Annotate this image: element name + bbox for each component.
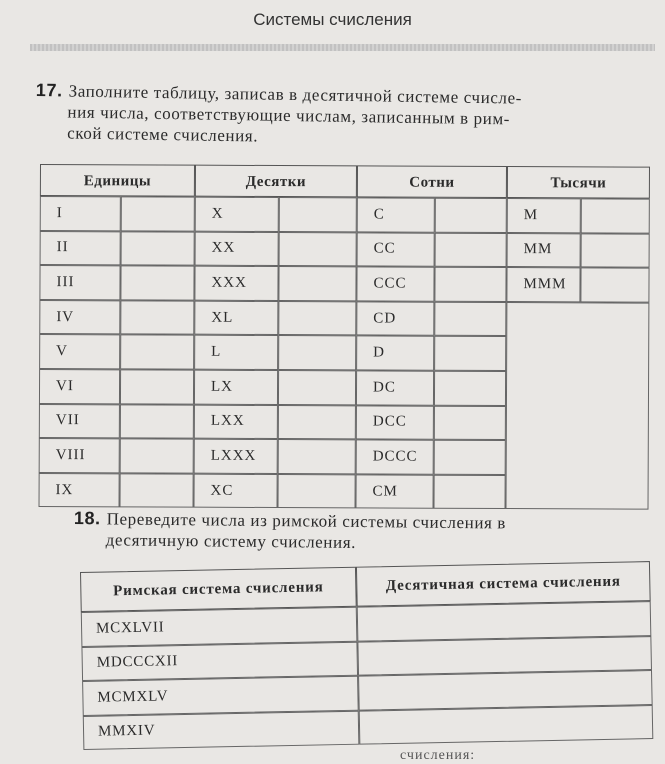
answer-cell[interactable] <box>120 335 194 370</box>
roman-numeral-cell: X <box>195 197 279 232</box>
decimal-answer-cell[interactable] <box>359 705 654 745</box>
roman-numeral-cell: IV <box>39 300 120 335</box>
answer-cell[interactable] <box>581 198 650 233</box>
roman-numeral-cell: I <box>40 196 121 231</box>
answer-cell[interactable] <box>279 197 357 232</box>
roman-numeral-cell: DC <box>356 370 434 405</box>
answer-cell[interactable] <box>278 405 356 440</box>
roman-numeral-cell: DCC <box>356 405 434 440</box>
answer-cell[interactable] <box>279 232 357 267</box>
column-header: Сотни <box>357 165 507 198</box>
roman-numeral-cell: VIII <box>39 438 120 473</box>
roman-numeral-cell: D <box>356 336 434 371</box>
roman-numeral-cell: C <box>357 197 435 232</box>
answer-cell[interactable] <box>120 473 194 508</box>
roman-numeral-cell: XXX <box>194 266 278 301</box>
answer-cell[interactable] <box>121 196 195 231</box>
answer-cell[interactable] <box>278 266 356 301</box>
answer-cell[interactable] <box>278 370 356 405</box>
answer-cell[interactable] <box>580 268 649 303</box>
roman-numeral-cell: XX <box>195 231 279 266</box>
cut-off-text: счисления: <box>400 748 476 763</box>
roman-numeral-cell: DCCC <box>356 440 434 475</box>
page-title: Системы счисления <box>253 10 412 29</box>
column-header: Единицы <box>40 164 195 197</box>
table-header: Римская система счисления <box>80 567 357 612</box>
answer-cell[interactable] <box>121 231 195 266</box>
roman-numeral-cell: III <box>39 265 120 300</box>
conversion-table <box>80 561 653 750</box>
task-17 <box>35 80 656 153</box>
roman-number-cell: MMXIV <box>83 710 360 750</box>
column-2 <box>193 165 356 510</box>
roman-numeral-cell: II <box>40 231 121 266</box>
answer-cell[interactable] <box>434 405 506 440</box>
task-number: 18. <box>73 508 101 529</box>
answer-cell[interactable] <box>120 439 194 474</box>
column-3 <box>355 165 506 510</box>
header-divider <box>30 44 655 51</box>
column-1 <box>38 164 194 509</box>
roman-numeral-cell: LXX <box>194 404 278 439</box>
answer-cell[interactable] <box>434 302 506 337</box>
answer-cell[interactable] <box>120 369 194 404</box>
roman-numeral-cell: LX <box>194 370 278 405</box>
roman-numeral-cell: MMM <box>506 267 580 302</box>
task-number: 17. <box>35 80 63 101</box>
table-header: Десятичная система счисления <box>356 561 651 607</box>
task-text-line: ния числа, соответствующие числам, записанным в рим- <box>67 102 511 129</box>
column-header: Тысячи <box>507 166 650 199</box>
task-text-line: ской системе счисления. <box>67 123 259 146</box>
empty-area <box>505 302 649 510</box>
roman-numeral-cell: M <box>507 198 581 233</box>
column-4 <box>505 166 649 511</box>
roman-numeral-cell: XL <box>194 300 278 335</box>
answer-cell[interactable] <box>434 336 506 371</box>
answer-cell[interactable] <box>434 440 506 475</box>
answer-cell[interactable] <box>278 439 356 474</box>
roman-number-cell: MCMXLV <box>82 676 359 716</box>
answer-cell[interactable] <box>434 371 506 406</box>
answer-cell[interactable] <box>120 300 194 335</box>
answer-cell[interactable] <box>120 404 194 439</box>
roman-numeral-cell: XC <box>194 473 278 508</box>
roman-numeral-cell: LXXX <box>194 439 278 474</box>
task-text-line: Заполните таблицу, записав в десятичной системе счисле- <box>68 81 523 108</box>
roman-numeral-cell: CM <box>355 474 433 509</box>
roman-numeral-cell: CCC <box>356 267 434 302</box>
roman-numeral-cell: CD <box>356 301 434 336</box>
roman-numerals-table <box>38 164 649 511</box>
answer-cell[interactable] <box>435 198 507 233</box>
answer-cell[interactable] <box>278 335 356 370</box>
roman-numeral-cell: L <box>194 335 278 370</box>
roman-numeral-cell: CC <box>357 232 435 267</box>
roman-numeral-cell: MM <box>507 233 581 268</box>
decimal-answer-cell[interactable] <box>358 670 653 710</box>
answer-cell[interactable] <box>277 474 355 509</box>
roman-numeral-cell: IX <box>39 473 120 508</box>
page-header <box>0 0 665 40</box>
answer-cell[interactable] <box>435 232 507 267</box>
task-text-line: Переведите числа из римской системы счисления в <box>106 509 507 533</box>
roman-number-cell: MCXLVII <box>81 607 358 647</box>
answer-cell[interactable] <box>581 233 650 268</box>
task-text-line: десятичную систему счисления. <box>105 530 357 552</box>
roman-number-cell: MDCCCXII <box>81 641 358 681</box>
roman-numeral-cell: VII <box>39 404 120 439</box>
answer-cell[interactable] <box>278 301 356 336</box>
answer-cell[interactable] <box>120 266 194 301</box>
roman-numeral-cell: VI <box>39 369 120 404</box>
answer-cell[interactable] <box>433 475 505 510</box>
decimal-answer-cell[interactable] <box>357 636 652 676</box>
decimal-answer-cell[interactable] <box>357 601 652 641</box>
roman-numeral-cell: V <box>39 334 120 369</box>
task-18 <box>74 508 664 556</box>
column-header: Десятки <box>195 165 357 198</box>
answer-cell[interactable] <box>434 267 506 302</box>
